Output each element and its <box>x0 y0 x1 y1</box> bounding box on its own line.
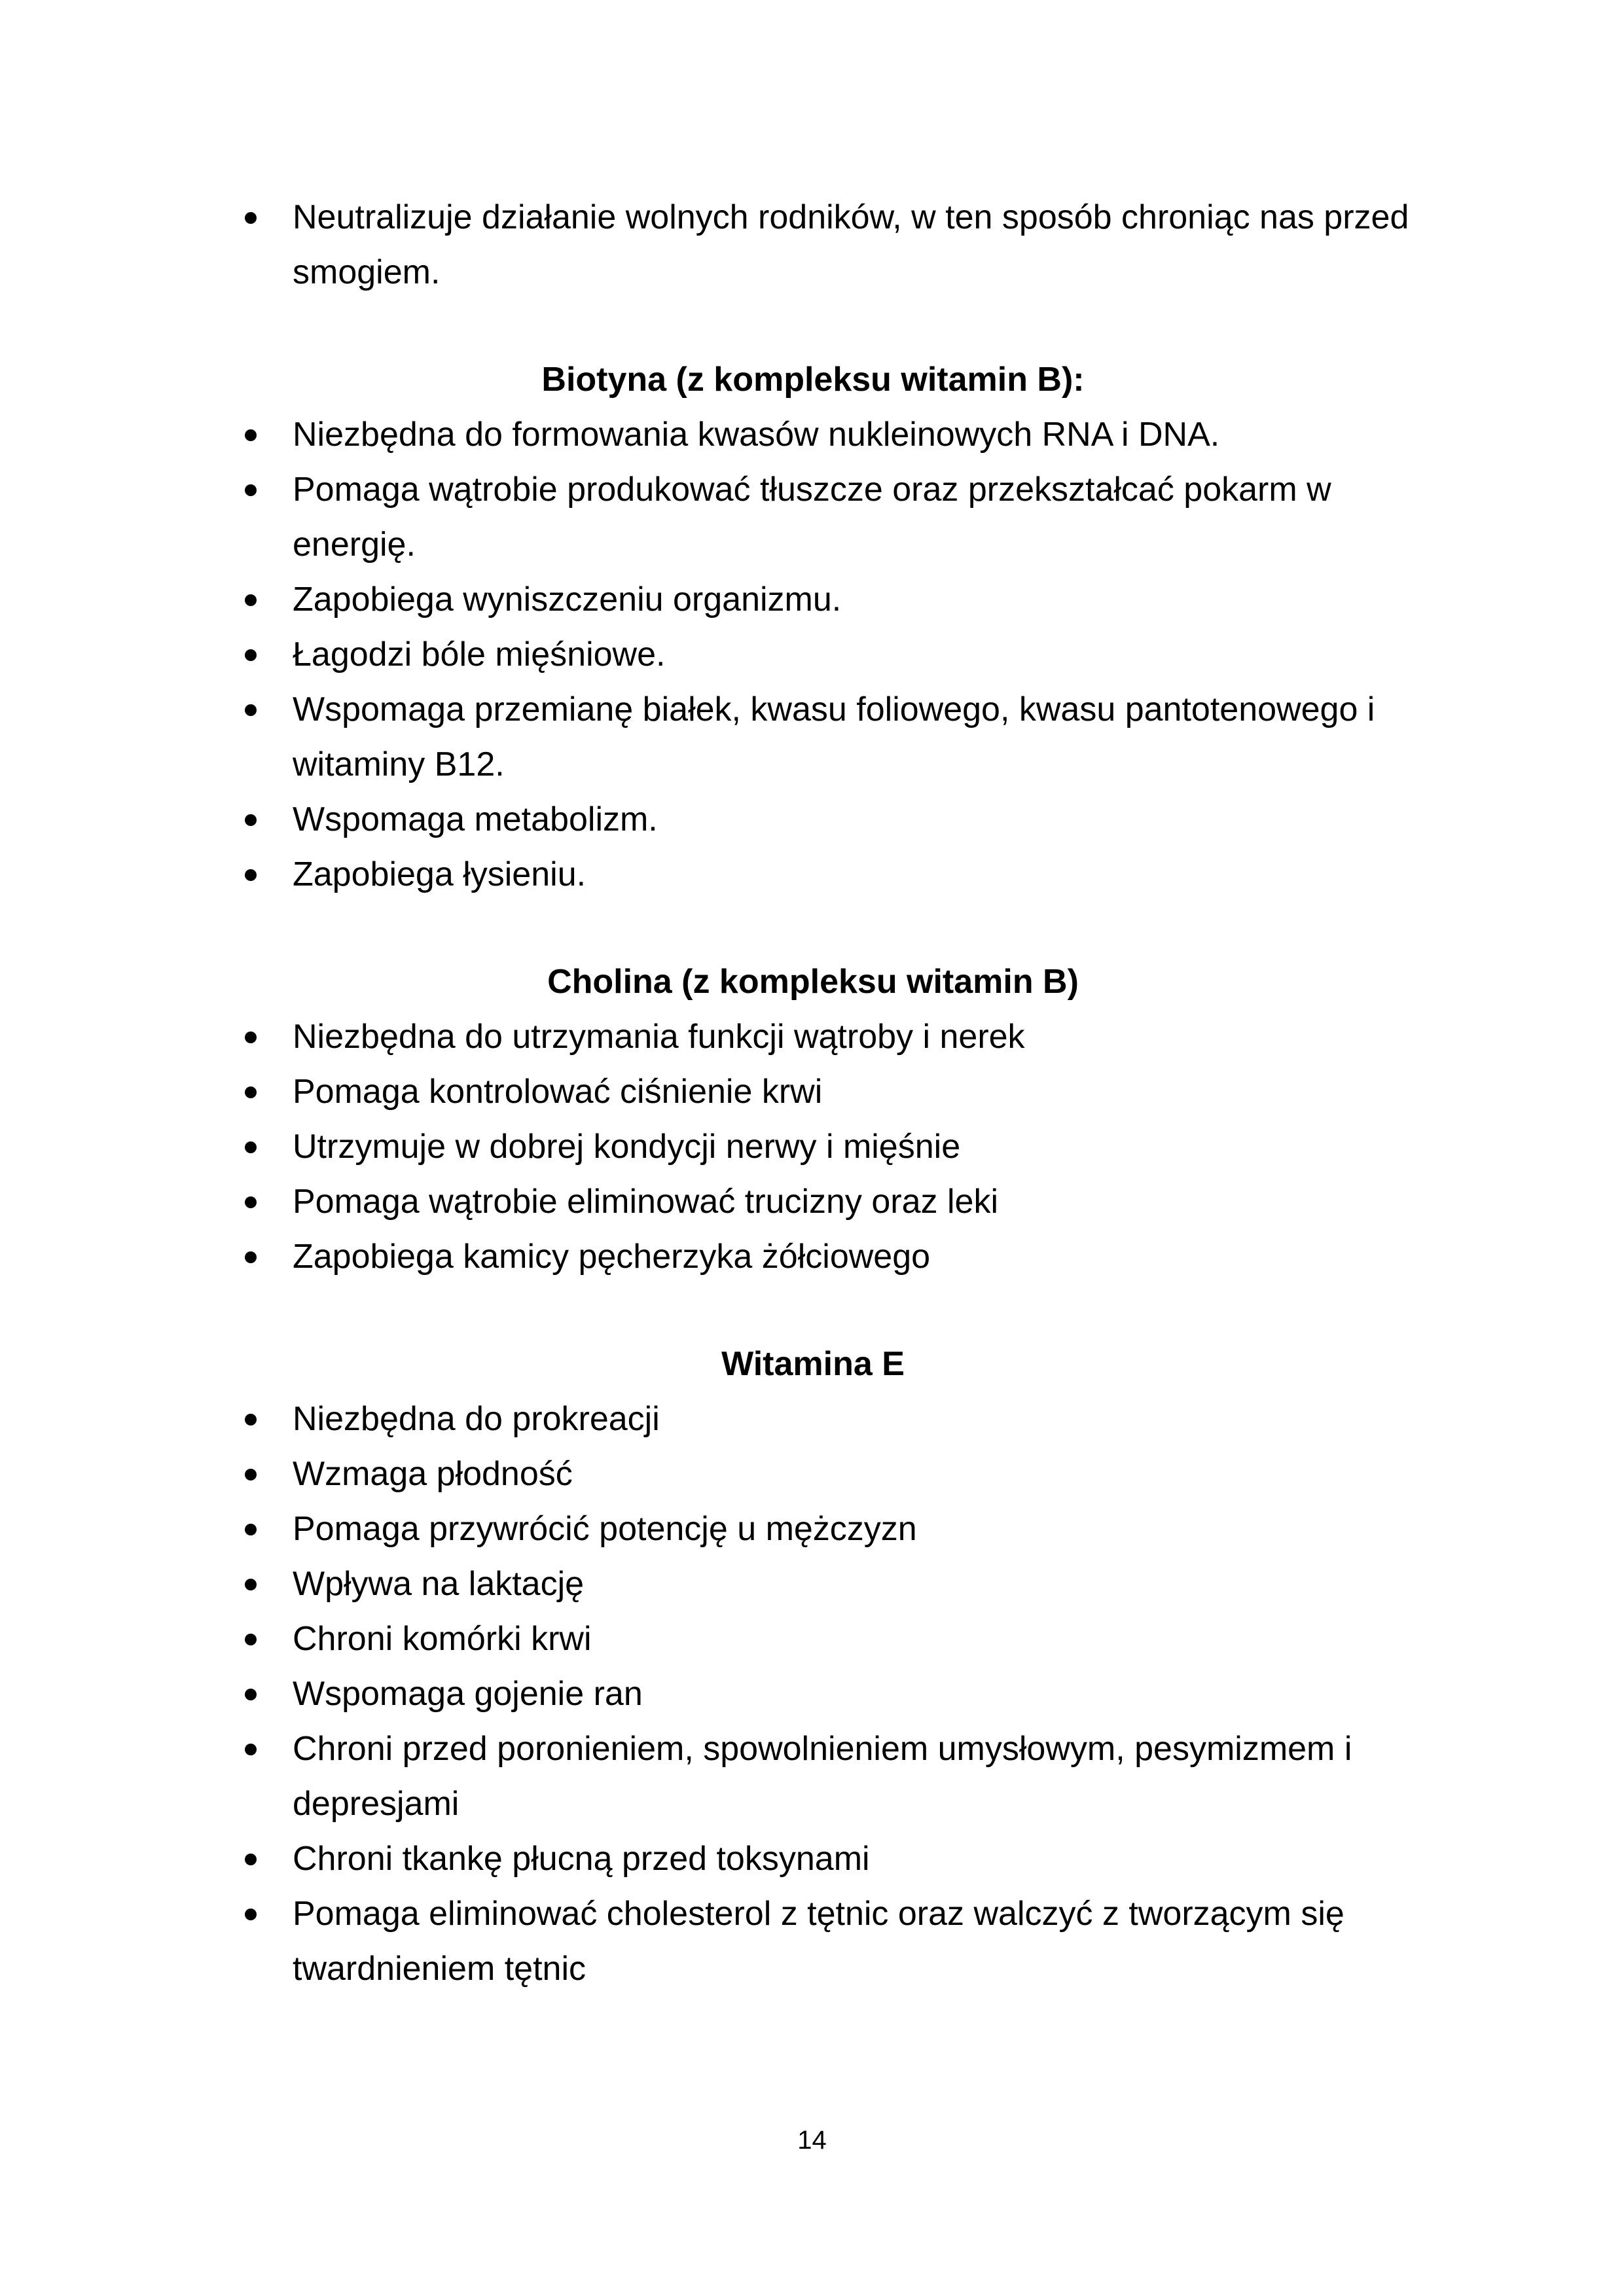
list-item-text: Utrzymuje w dobrej kondycji nerwy i mięśnie <box>293 1128 961 1166</box>
list-item-text: Chroni komórki krwi <box>293 1620 592 1658</box>
list-item-text: Łagodzi bóle mięśniowe. <box>293 636 666 673</box>
list-item <box>244 792 1422 847</box>
list-item-text: Niezbędna do utrzymania funkcji wątroby i nerek <box>293 1018 1025 1056</box>
list-item <box>244 1446 1422 1501</box>
list-item <box>244 1556 1422 1611</box>
list-item-text: Zapobiega kamicy pęcherzyka żółciowego <box>293 1238 931 1276</box>
list-item <box>244 1886 1422 1996</box>
section-list <box>244 1391 1422 1996</box>
list-item-text: Pomaga przywrócić potencję u mężczyzn <box>293 1510 917 1548</box>
section-witamina-e <box>244 1336 1422 1996</box>
page-number: 14 <box>797 2126 827 2155</box>
bullet-icon <box>245 1251 257 1263</box>
list-item-text: Wpływa na laktację <box>293 1565 585 1603</box>
list-item-text: Pomaga wątrobie produkować tłuszcze oraz przekształcać pokarm w energię. <box>293 471 1331 564</box>
list-item-text: Chroni tkankę płucną przed toksynami <box>293 1840 870 1878</box>
list-item <box>244 1831 1422 1886</box>
list-item <box>244 1119 1422 1174</box>
list-item <box>244 1009 1422 1064</box>
list-item-text: Wspomaga metabolizm. <box>293 800 658 838</box>
intro-list <box>244 190 1422 300</box>
section-cholina <box>244 954 1422 1284</box>
bullet-icon <box>245 484 257 496</box>
intro-section <box>244 190 1422 300</box>
section-heading: Witamina E <box>721 1345 905 1383</box>
list-item <box>244 462 1422 572</box>
bullet-icon <box>245 212 257 224</box>
list-item <box>244 1229 1422 1284</box>
list-item <box>244 1501 1422 1556</box>
bullet-icon <box>245 704 257 716</box>
bullet-icon <box>245 594 257 606</box>
bullet-icon <box>245 1579 257 1590</box>
bullet-icon <box>245 1414 257 1426</box>
list-item-text: Zapobiega wyniszczeniu organizmu. <box>293 581 842 619</box>
bullet-icon <box>245 1909 257 1920</box>
list-item-text: Pomaga kontrolować ciśnienie krwi <box>293 1073 823 1111</box>
bullet-icon <box>245 1196 257 1208</box>
list-item-text: Pomaga wątrobie eliminować trucizny oraz leki <box>293 1183 999 1221</box>
list-item-text: Niezbędna do formowania kwasów nukleinowych RNA i DNA. <box>293 416 1220 454</box>
list-item <box>244 572 1422 627</box>
list-item <box>244 1391 1422 1446</box>
section-list <box>244 1009 1422 1284</box>
bullet-icon <box>245 1524 257 1535</box>
bullet-icon <box>245 814 257 826</box>
list-item <box>244 190 1422 300</box>
bullet-icon <box>245 869 257 881</box>
bullet-icon <box>245 1086 257 1098</box>
list-item-text: Wspomaga gojenie ran <box>293 1675 643 1713</box>
list-item <box>244 627 1422 682</box>
list-item-text: Zapobiega łysieniu. <box>293 855 586 893</box>
bullet-icon <box>245 1689 257 1700</box>
list-item <box>244 847 1422 902</box>
bullet-icon <box>245 1141 257 1153</box>
list-item-text: Wspomaga przemianę białek, kwasu foliowego, kwasu pantotenowego i witaminy B12. <box>293 691 1375 783</box>
list-item-text: Chroni przed poronieniem, spowolnieniem umysłowym, pesymizmem i depresjami <box>293 1730 1352 1823</box>
list-item <box>244 1611 1422 1666</box>
bullet-icon <box>245 1854 257 1865</box>
page-content <box>244 190 1422 1996</box>
list-item <box>244 1666 1422 1721</box>
list-item <box>244 1721 1422 1831</box>
bullet-icon <box>245 1634 257 1645</box>
bullet-icon <box>245 1031 257 1043</box>
section-heading: Cholina (z kompleksu witamin B) <box>547 963 1079 1001</box>
section-list <box>244 407 1422 902</box>
list-item <box>244 1064 1422 1119</box>
bullet-icon <box>245 429 257 441</box>
section-heading: Biotyna (z kompleksu witamin B): <box>541 361 1085 399</box>
list-item-text: Niezbędna do prokreacji <box>293 1400 660 1438</box>
bullet-icon <box>245 649 257 661</box>
bullet-icon <box>245 1744 257 1755</box>
list-item <box>244 1174 1422 1229</box>
list-item-text: Neutralizuje działanie wolnych rodników, w ten sposób chroniąc nas przed smogiem. <box>293 198 1409 291</box>
list-item <box>244 407 1422 462</box>
bullet-icon <box>245 1469 257 1480</box>
section-biotyna <box>244 352 1422 902</box>
list-item-text: Wzmaga płodność <box>293 1455 573 1493</box>
list-item-text: Pomaga eliminować cholesterol z tętnic oraz walczyć z tworzącym się twardnieniem tętnic <box>293 1895 1344 1988</box>
list-item <box>244 682 1422 792</box>
